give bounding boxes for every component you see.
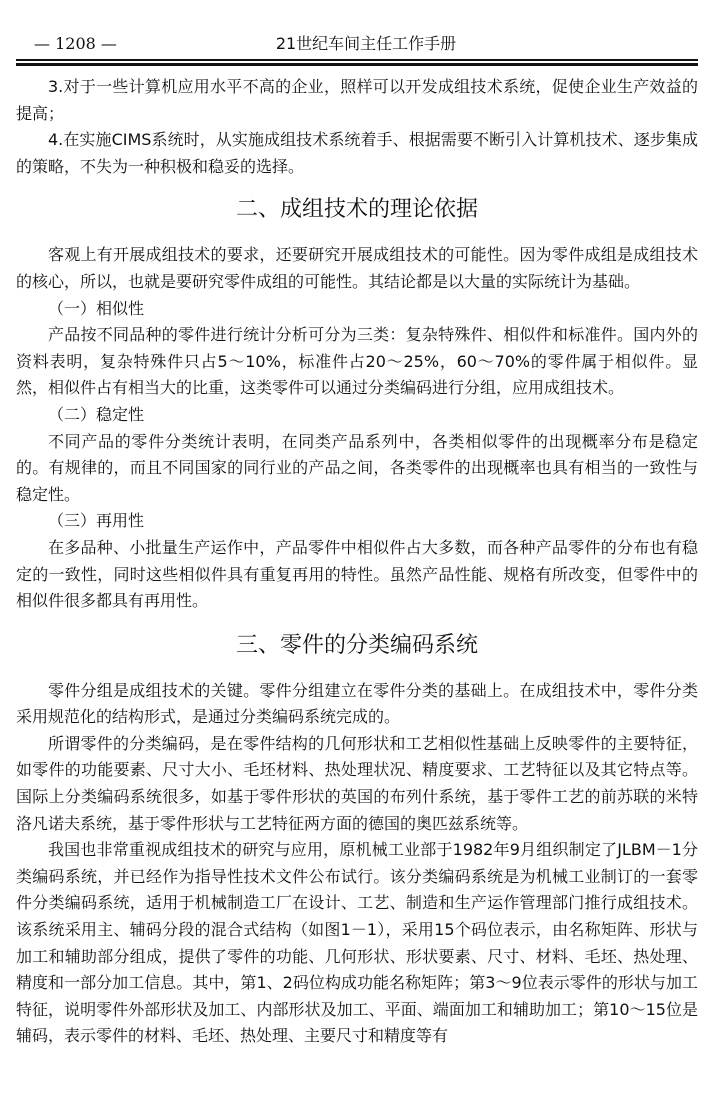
body-text [16, 74, 698, 1050]
paragraph: 3.对于一些计算机应用水平不高的企业，照样可以开发成组技术系统，促使企业生产效益的提高； [16, 77, 698, 123]
paragraph: 4.在实施CIMS系统时，从实施成组技术系统着手、根据需要不断引入计算机技术、逐步集成的策略，不失为一种积极和稳妥的选择。 [16, 130, 698, 176]
paragraph: 客观上有开展成组技术的要求，还要研究开展成组技术的可能性。因为零件成组是成组技术的核心，所以，也就是要研究零件成组的可能性。其结论都是以大量的实际统计为基础。 [16, 245, 698, 291]
subsection-heading: （一）相似性 [48, 298, 145, 318]
running-title: 21世纪车间主任工作手册 [275, 34, 457, 53]
section-title: 三、零件的分类编码系统 [235, 632, 478, 658]
paragraph: 零件分组是成组技术的关键。零件分组建立在零件分类的基础上。在成组技术中，零件分类采用规范化的结构形式，是通过分类编码系统完成的。 [16, 680, 698, 727]
header-rule-thin [16, 59, 698, 61]
subsection-heading: （二）稳定性 [48, 404, 145, 424]
paragraph: 所谓零件的分类编码，是在零件结构的几何形状和工艺相似性基础上反映零件的主要特征，如零件的功能要素、尺寸大小、毛坯材料、热处理状况、精度要求、工艺特征以及其它特点等。国际上分类编码系统很多，如基于零件形状的英国的布列什系统，基于零件工艺的前苏联的米特洛凡诺夫系统，基于零件形状与工艺特征两方面的德国的奥匹兹系统等。 [16, 733, 698, 833]
subsection-heading: （三）再用性 [48, 511, 145, 531]
paragraph: 不同产品的零件分类统计表明，在同类产品系列中，各类相似零件的出现概率分布是稳定的。有规律的，而且不同国家的同行业的产品之间，各类零件的出现概率也具有相当的一致性与稳定性。 [16, 431, 698, 504]
paragraph: 在多品种、小批量生产运作中，产品零件中相似件占大多数，而各种产品零件的分布也有稳定的一致性，同时这些相似件具有重复再用的特性。虽然产品性能、规格有所改变，但零件中的相似件很多都具有再用性。 [16, 537, 698, 611]
paragraph: 我国也非常重视成组技术的研究与应用，原机械工业部于1982年9月组织制定了JLBM－1分类编码系统，并已经作为指导性技术文件公布试行。该分类编码系统是为机械工业制订的一套零件分类编码系统，适用于机械制造工厂在设计、工艺、制造和生产运作管理部门推行成组技术。该系统采用主、辅码分段的混合式结构（如图1－1），采用15个码位表示，由名称矩阵、形状与加工和辅助部分组成，提供了零件的功能、几何形状、形状要素、尺寸、材料、毛坯、热处理、精度和一部分加工信息。其中，第1、2码位构成功能名称矩阵；第3～9位表示零件的形状与加工特征，说明零件外部形状及加工、内部形状及加工、平面、端面加工和辅助加工；第10～15位是辅码，表示零件的材料、毛坯、热处理、主要尺寸和精度等有 [16, 840, 698, 1046]
header-rule-thick [16, 63, 698, 66]
page-number: — 1208 — [34, 34, 117, 53]
section-title: 二、成组技术的理论依据 [235, 197, 478, 223]
paragraph: 产品按不同品种的零件进行统计分析可分为三类：复杂特殊件、相似件和标准件。国内外的资料表明，复杂特殊件只占5～10%，标准件占20～25%，60～70%的零件属于相似件。显然，相似件占有相当大的比重，这类零件可以通过分类编码进行分组，应用成组技术。 [16, 325, 698, 398]
page-header [16, 30, 698, 56]
